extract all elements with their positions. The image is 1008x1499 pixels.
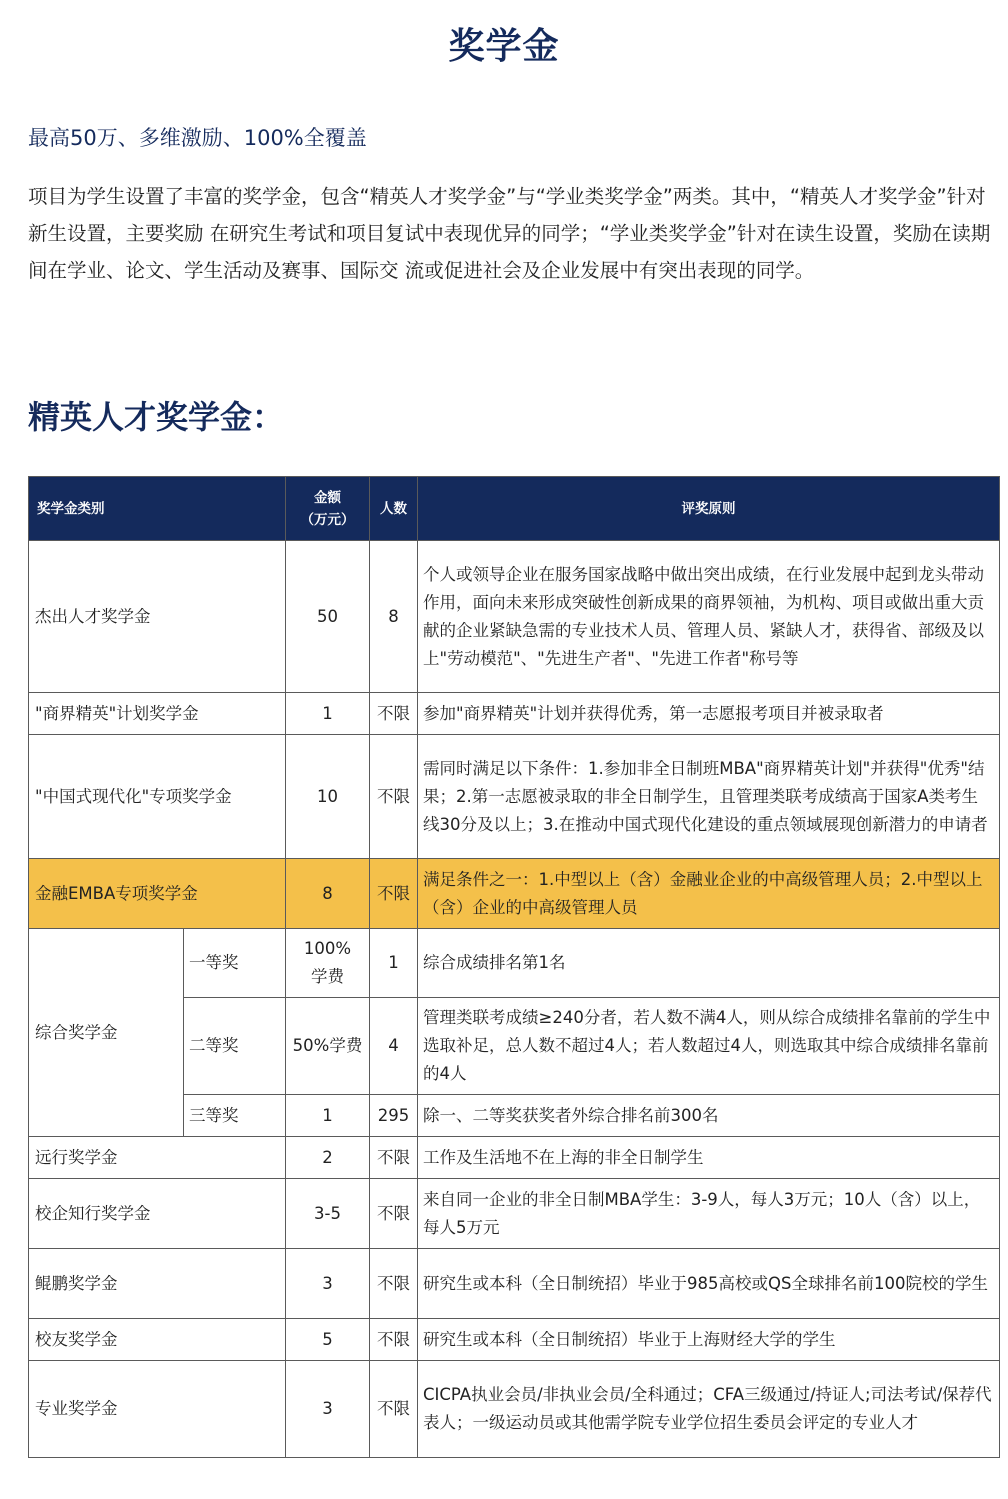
row-name: 鲲鹏奖学金 — [29, 1249, 286, 1319]
table-row — [29, 1179, 1000, 1249]
composite-level: 二等奖 — [184, 998, 286, 1095]
row-amount: 8 — [286, 859, 370, 929]
row-amount: 3 — [286, 1249, 370, 1319]
row-name: 杰出人才奖学金 — [29, 541, 286, 693]
row-amount: 2 — [286, 1137, 370, 1179]
row-count: 不限 — [370, 1137, 418, 1179]
composite-level: 三等奖 — [184, 1095, 286, 1137]
row-rule: CICPA执业会员/非执业会员/全科通过；CFA三级通过/持证人;司法考试/保荐代表人；一级运动员或其他需学院专业学位招生委员会评定的专业人才 — [418, 1361, 1000, 1458]
row-rule: 工作及生活地不在上海的非全日制学生 — [418, 1137, 1000, 1179]
table-row — [29, 735, 1000, 859]
header-category: 奖学金类别 — [29, 477, 286, 541]
row-name: 金融EMBA专项奖学金 — [29, 859, 286, 929]
table-row — [29, 1137, 1000, 1179]
row-count: 不限 — [370, 735, 418, 859]
row-name: 校企知行奖学金 — [29, 1179, 286, 1249]
composite-name: 综合奖学金 — [29, 929, 184, 1137]
row-name: 远行奖学金 — [29, 1137, 286, 1179]
row-rule: 研究生或本科（全日制统招）毕业于985高校或QS全球排名前100院校的学生 — [418, 1249, 1000, 1319]
table-row — [29, 1361, 1000, 1458]
table-header-row — [29, 477, 1000, 541]
row-amount: 1 — [286, 693, 370, 735]
row-rule: 满足条件之一：1.中型以上（含）金融业企业的中高级管理人员；2.中型以上（含）企业的中高级管理人员 — [418, 859, 1000, 929]
row-rule: 综合成绩排名第1名 — [418, 929, 1000, 998]
row-count: 1 — [370, 929, 418, 998]
row-count: 不限 — [370, 1319, 418, 1361]
scholarship-table — [28, 476, 1000, 1458]
table-row — [29, 1319, 1000, 1361]
table-row — [29, 929, 1000, 998]
header-rule: 评奖原则 — [418, 477, 1000, 541]
intro-paragraph: 项目为学生设置了丰富的奖学金，包含“精英人才奖学金”与“学业类奖学金”两类。其中，“精英人才奖学金”针对新生设置，主要奖励 在研究生考试和项目复试中表现优异的同学；“学业类奖学金”针对在读生设置，奖励在读期间在学业、论文、学生活动及赛事、国际交 流或促进社会及企业发展中有突出表现的同学。 — [28, 185, 991, 282]
row-name: 专业奖学金 — [29, 1361, 286, 1458]
row-count: 不限 — [370, 1361, 418, 1458]
page-subtitle: 最高50万、多维激励、100%全覆盖 — [28, 126, 367, 150]
page-title: 奖学金 — [448, 26, 560, 67]
row-name: 校友奖学金 — [29, 1319, 286, 1361]
table-row — [29, 1249, 1000, 1319]
row-amount: 1 — [286, 1095, 370, 1137]
row-count: 不限 — [370, 1179, 418, 1249]
row-amount: 50%学费 — [286, 998, 370, 1095]
row-amount: 100%学费 — [286, 929, 370, 998]
row-name: "商界精英"计划奖学金 — [29, 693, 286, 735]
row-amount: 3 — [286, 1361, 370, 1458]
row-rule: 来自同一企业的非全日制MBA学生：3-9人，每人3万元；10人（含）以上，每人5万元 — [418, 1179, 1000, 1249]
row-rule: 管理类联考成绩≥240分者，若人数不满4人，则从综合成绩排名靠前的学生中选取补足，总人数不超过4人；若人数超过4人，则选取其中综合成绩排名靠前的4人 — [418, 998, 1000, 1095]
row-count: 295 — [370, 1095, 418, 1137]
row-count: 4 — [370, 998, 418, 1095]
row-amount: 10 — [286, 735, 370, 859]
row-amount: 3-5 — [286, 1179, 370, 1249]
row-count: 不限 — [370, 693, 418, 735]
row-count: 8 — [370, 541, 418, 693]
section-title: 精英人才奖学金： — [28, 398, 285, 436]
row-rule: 研究生或本科（全日制统招）毕业于上海财经大学的学生 — [418, 1319, 1000, 1361]
table-row-highlighted — [29, 859, 1000, 929]
table-row — [29, 693, 1000, 735]
row-rule: 需同时满足以下条件：1.参加非全日制班MBA"商界精英计划"并获得"优秀"结果；2.第一志愿被录取的非全日制学生，且管理类联考成绩高于国家A类考生线30分及以上；3.在推动中国式现代化建设的重点领域展现创新潜力的申请者 — [418, 735, 1000, 859]
header-amount: 金额 （万元） — [286, 477, 370, 541]
header-count: 人数 — [370, 477, 418, 541]
row-name: "中国式现代化"专项奖学金 — [29, 735, 286, 859]
row-count: 不限 — [370, 1249, 418, 1319]
row-rule: 除一、二等奖获奖者外综合排名前300名 — [418, 1095, 1000, 1137]
composite-level: 一等奖 — [184, 929, 286, 998]
row-amount: 5 — [286, 1319, 370, 1361]
row-count: 不限 — [370, 859, 418, 929]
row-rule: 个人或领导企业在服务国家战略中做出突出成绩，在行业发展中起到龙头带动作用，面向未来形成突破性创新成果的商界领袖，为机构、项目或做出重大贡献的企业紧缺急需的专业技术人员、管理人员、紧缺人才，获得省、部级及以上"劳动模范"、"先进生产者"、"先进工作者"称号等 — [418, 541, 1000, 693]
row-amount: 50 — [286, 541, 370, 693]
table-row — [29, 541, 1000, 693]
row-rule: 参加"商界精英"计划并获得优秀，第一志愿报考项目并被录取者 — [418, 693, 1000, 735]
